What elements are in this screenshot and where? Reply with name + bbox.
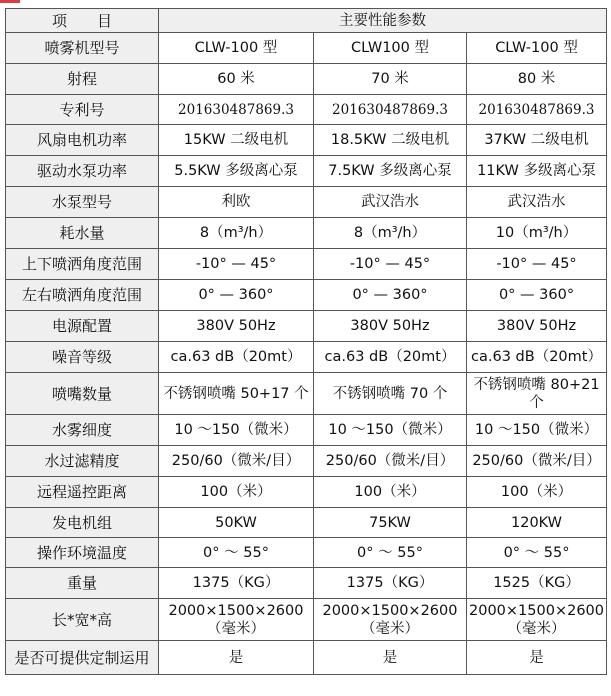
- value-cell: ca.63 dB（20mt）: [159, 342, 314, 373]
- value-cell: 100（米）: [159, 477, 314, 508]
- table-row: [6, 218, 607, 249]
- row-label: 发电机组: [6, 508, 159, 538]
- value-cell: 1375（KG）: [314, 568, 467, 599]
- value-cell: 0° — 360°: [159, 280, 314, 311]
- row-label: 水过滤精度: [6, 446, 159, 477]
- value-cell: 100（米）: [467, 477, 607, 508]
- value-cell: -10° — 45°: [159, 249, 314, 280]
- value-cell: 武汉浩水: [467, 187, 607, 218]
- value-cell: 250/60（微米/目）: [314, 446, 467, 477]
- row-label: 上下喷洒角度范围: [6, 249, 159, 280]
- value-cell: 50KW: [159, 508, 314, 538]
- value-cell: 75KW: [314, 508, 467, 538]
- value-cell: 1525（KG）: [467, 568, 607, 599]
- value-cell: 利欧: [159, 187, 314, 218]
- header-params-cell: 主要性能参数: [159, 9, 607, 33]
- row-label: 喷嘴数量: [6, 373, 159, 415]
- row-label: 驱动水泵功率: [6, 156, 159, 187]
- value-cell: -10° — 45°: [314, 249, 467, 280]
- value-cell: 0° ～ 55°: [159, 538, 314, 568]
- table-row: [6, 311, 607, 342]
- row-label: 喷雾机型号: [6, 33, 159, 64]
- table-row: [6, 477, 607, 508]
- row-label: 噪音等级: [6, 342, 159, 373]
- value-cell: 380V 50Hz: [159, 311, 314, 342]
- value-cell: CLW-100 型: [467, 33, 607, 64]
- row-label: 重量: [6, 568, 159, 599]
- value-cell: 60 米: [159, 64, 314, 95]
- value-cell: 0° — 360°: [467, 280, 607, 311]
- table-row: [6, 508, 607, 538]
- table-row: [6, 64, 607, 95]
- value-cell: 80 米: [467, 64, 607, 95]
- value-cell: ca.63 dB（20mt）: [314, 342, 467, 373]
- value-cell: 是: [159, 641, 314, 675]
- table-row: [6, 33, 607, 64]
- row-label: 远程遥控距离: [6, 477, 159, 508]
- value-cell: 7.5KW 多级离心泵: [314, 156, 467, 187]
- value-cell: 70 米: [314, 64, 467, 95]
- table-row: [6, 187, 607, 218]
- table-row: [6, 342, 607, 373]
- value-cell: 10 ～150（微米）: [467, 415, 607, 446]
- value-cell: 11KW 多级离心泵: [467, 156, 607, 187]
- header-item-cell: 项 目: [6, 9, 159, 33]
- spec-table: [5, 8, 607, 675]
- value-cell: 380V 50Hz: [314, 311, 467, 342]
- value-cell: 8（m³/h）: [314, 218, 467, 249]
- table-row: [6, 568, 607, 599]
- value-cell: 2000×1500×2600（毫米）: [314, 599, 467, 641]
- value-cell: 201630487869.3: [314, 95, 467, 125]
- row-label: 耗水量: [6, 218, 159, 249]
- value-cell: 8（m³/h）: [159, 218, 314, 249]
- value-cell: 201630487869.3: [467, 95, 607, 125]
- value-cell: 5.5KW 多级离心泵: [159, 156, 314, 187]
- value-cell: 10 ～150（微米）: [314, 415, 467, 446]
- value-cell: 是: [314, 641, 467, 675]
- value-cell: 15KW 二级电机: [159, 125, 314, 156]
- row-label: 操作环境温度: [6, 538, 159, 568]
- value-cell: 是: [467, 641, 607, 675]
- row-label: 是否可提供定制运用: [6, 641, 159, 675]
- table-row: [6, 641, 607, 675]
- table-row: [6, 95, 607, 125]
- value-cell: 120KW: [467, 508, 607, 538]
- row-label: 射程: [6, 64, 159, 95]
- row-label: 专利号: [6, 95, 159, 125]
- value-cell: 不锈钢喷嘴 70 个: [314, 373, 467, 415]
- value-cell: CLW100 型: [314, 33, 467, 64]
- value-cell: 380V 50Hz: [467, 311, 607, 342]
- table-row: [6, 446, 607, 477]
- value-cell: 0° ～ 55°: [467, 538, 607, 568]
- value-cell: 18.5KW 二级电机: [314, 125, 467, 156]
- value-cell: 250/60（微米/目）: [159, 446, 314, 477]
- table-row: [6, 280, 607, 311]
- value-cell: 100（米）: [314, 477, 467, 508]
- row-label: 长*宽*高: [6, 599, 159, 641]
- row-label: 电源配置: [6, 311, 159, 342]
- value-cell: 不锈钢喷嘴 50+17 个: [159, 373, 314, 415]
- value-cell: 不锈钢喷嘴 80+21 个: [467, 373, 607, 415]
- table-row: [6, 125, 607, 156]
- value-cell: 0° ～ 55°: [314, 538, 467, 568]
- value-cell: ca.63 dB（20mt）: [467, 342, 607, 373]
- header-row: [6, 9, 607, 33]
- value-cell: 1375（KG）: [159, 568, 314, 599]
- value-cell: -10° — 45°: [467, 249, 607, 280]
- row-label: 左右喷洒角度范围: [6, 280, 159, 311]
- value-cell: 2000×1500×2600（毫米）: [467, 599, 607, 641]
- value-cell: 37KW 二级电机: [467, 125, 607, 156]
- table-row: [6, 156, 607, 187]
- table-row: [6, 373, 607, 415]
- value-cell: CLW-100 型: [159, 33, 314, 64]
- value-cell: 0° — 360°: [314, 280, 467, 311]
- table-row: [6, 599, 607, 641]
- value-cell: 10（m³/h）: [467, 218, 607, 249]
- value-cell: 201630487869.3: [159, 95, 314, 125]
- table-row: [6, 538, 607, 568]
- value-cell: 250/60（微米/目）: [467, 446, 607, 477]
- value-cell: 10 ～150（微米）: [159, 415, 314, 446]
- table-row: [6, 415, 607, 446]
- value-cell: 武汉浩水: [314, 187, 467, 218]
- table-row: [6, 249, 607, 280]
- row-label: 水雾细度: [6, 415, 159, 446]
- row-label: 风扇电机功率: [6, 125, 159, 156]
- row-label: 水泵型号: [6, 187, 159, 218]
- value-cell: 2000×1500×2600（毫米）: [159, 599, 314, 641]
